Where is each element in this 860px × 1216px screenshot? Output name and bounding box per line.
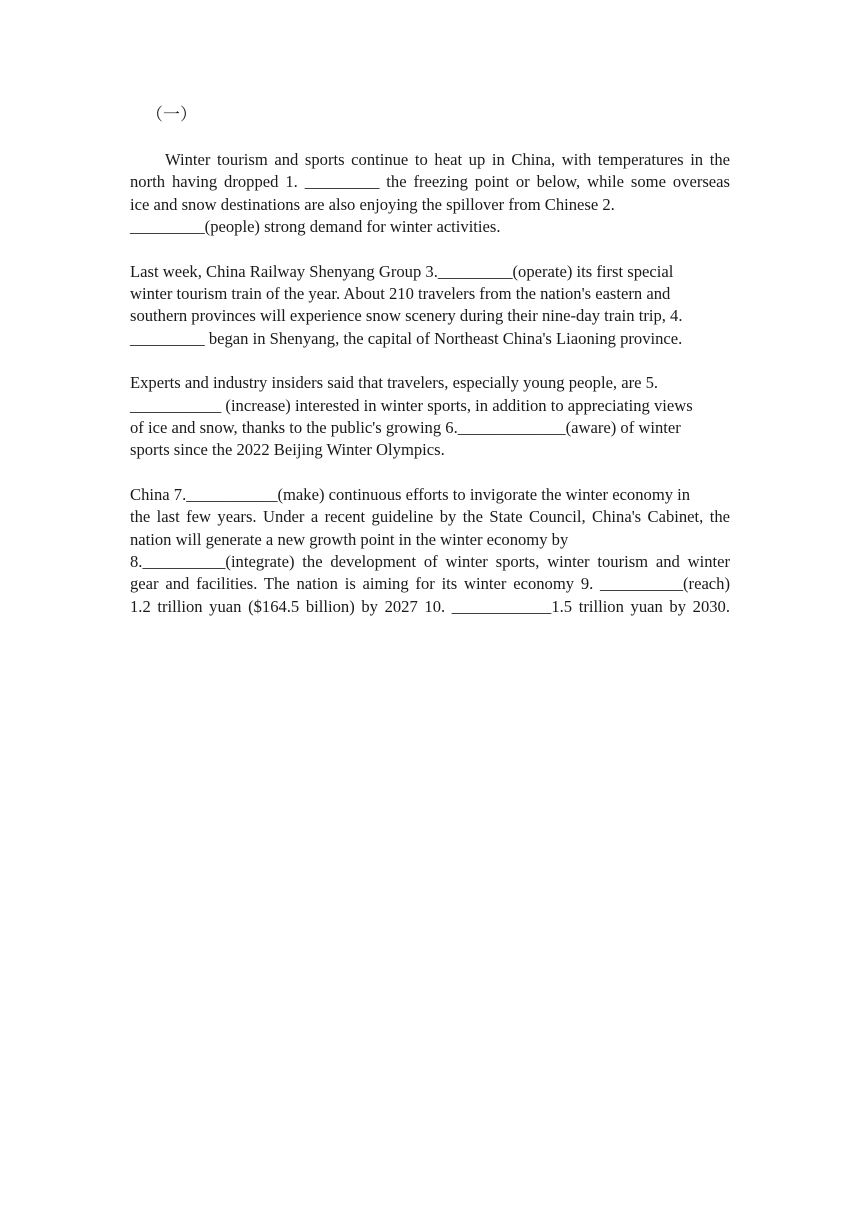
passage-line: nation will generate a new growth point in the winter economy by — [130, 529, 569, 549]
passage-line: of ice and snow, thanks to the public's growing 6._____________(aware) of winter — [130, 417, 681, 437]
passage-line: ice and snow destinations are also enjoying the spillover from Chinese 2. — [130, 194, 615, 214]
passage-line: gear and facilities. The nation is aiming for its winter economy 9. __________(reach) — [130, 574, 730, 594]
passage — [130, 149, 730, 618]
passage-line: _________(people) strong demand for winter activities. — [130, 216, 501, 236]
passage-line: Winter tourism and sports continue to heat up in China, with temperatures in the — [165, 150, 730, 169]
paragraph-3 — [130, 372, 730, 461]
passage-line: the last few years. Under a recent guideline by the State Council, China's Cabinet, the — [130, 507, 730, 527]
paragraph-gap — [130, 462, 730, 484]
paragraph-2 — [130, 261, 730, 350]
paragraph-gap — [130, 238, 730, 260]
passage-line: winter tourism train of the year. About 210 travelers from the nation's eastern and — [130, 283, 671, 303]
passage-line: sports since the 2022 Beijing Winter Olympics. — [130, 440, 445, 460]
passage-line: 8.__________(integrate) the development of winter sports, winter tourism and winter — [130, 551, 730, 571]
passage-line: _________ began in Shenyang, the capital of Northeast China's Liaoning province. — [130, 328, 683, 348]
passage-line: ___________ (increase) interested in winter sports, in addition to appreciating views — [130, 395, 693, 415]
passage-line: 1.2 trillion yuan ($164.5 billion) by 2027 10. ____________1.5 trillion yuan by 2030. — [130, 596, 730, 616]
passage-line: Experts and industry insiders said that travelers, especially young people, are 5. — [130, 373, 659, 393]
passage-line: Last week, China Railway Shenyang Group 3._________(operate) its first special — [130, 261, 674, 281]
passage-line: southern provinces will experience snow scenery during their nine-day train trip, 4. — [130, 306, 683, 326]
passage-line: China 7.___________(make) continuous efforts to invigorate the winter economy in — [130, 484, 691, 504]
paragraph-gap — [130, 350, 730, 372]
paragraph-4 — [130, 484, 730, 618]
passage-line: north having dropped 1. _________ the freezing point or below, while some overseas — [130, 172, 730, 192]
paragraph-1 — [130, 149, 730, 238]
section-heading: （一） — [146, 105, 197, 124]
